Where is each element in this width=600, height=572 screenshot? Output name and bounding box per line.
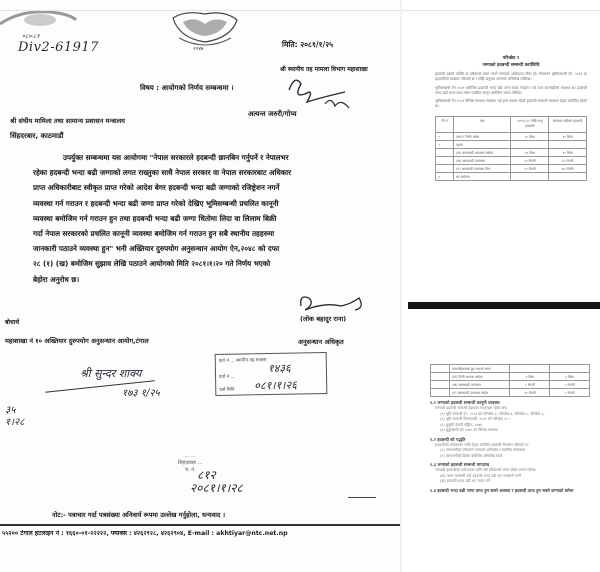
section-item: (२) भूमि सम्बन्धी नियमावली, २०२१ को परिच्छेद १२ ।	[440, 417, 511, 421]
signer-designation: अनुसन्धान अधिकृत	[298, 338, 344, 346]
section-item: (क) जग्गा नामसारी गर्दा हदबन्दी भन्दा बढी भए नामसारी नगर्ने	[440, 473, 521, 478]
table-row: (क) निजी आवास बाहेक १ बिघा १ बिघा	[431, 373, 590, 381]
table-row: २ पहाड	[436, 140, 587, 148]
top-divider	[0, 10, 600, 11]
handler-note: श्री स्थानीय तह मामला विभाग महाशाखा	[280, 66, 368, 73]
paragraph: हदबन्दी भन्नाले व्यक्ति वा परिवारले राख्न पाउने जग्गाको अधिकतम सीमा हो। नेपालको भूमिसम्बन्धी ऐन, २०२१ मा हदबन्दीको व्यवस्था गरिएको छ र सोही अनुसार जग्गाको अभिलेख राखिन्छ।	[435, 72, 587, 82]
pen-mark	[348, 497, 376, 498]
section-title: १.१ जग्गाको हदबन्दी सम्बन्धी कानूनी व्यवस्था	[430, 400, 500, 405]
section-item: (३) मुलुकी देवानी संहिता, २०७४	[440, 422, 483, 427]
emblem-year: २०४७	[193, 46, 204, 52]
stamp-number: १४३६	[267, 361, 291, 376]
land-ceiling-table	[435, 116, 587, 181]
signer-name: (लोक बहादुर राना)	[300, 315, 347, 323]
land-ceiling-table-continued	[430, 364, 590, 397]
letter-note: नोट:- पत्राचार गर्दा पत्रसंख्या अनिवार्य रूपमा उल्लेख गर्नुहोला, धन्यवाद ।	[52, 511, 226, 519]
section-intro: हदबन्दीको प्रयोजनका लागि देहाय बमोजिम हदबन्दी निर्धारण गरिएको छ:	[435, 442, 529, 447]
stamp-label: दर्ता नं ... स्थानीय तह मामला	[218, 358, 267, 364]
stamp-date: ०८१।१।२६	[254, 378, 297, 393]
recipient-location: सिंहदरबार, काठमाडौं	[10, 132, 64, 140]
section-intro: जग्गाको हदबन्दीको प्रयोजनका लागि सबै परिवारको जग्गा जोडेर गणना गरिन्छ:	[435, 468, 537, 472]
receipt-stamp: ... ... सिंहदरबार ... च. नं.	[178, 453, 203, 473]
body-line: रहेका हदबन्दी भन्दा बढी जग्गाको लगत राख्नुका साथै नेपाल सरकार वा नेपाल सरकारबाट अधिकार	[33, 168, 292, 178]
handwritten-fraction: ३५ १।२८	[5, 405, 25, 428]
table-row: (ग) काठमाडौं उपत्यका भित्र ८० रोपनी ७० रोपनी	[436, 164, 587, 172]
body-line: उपर्युक्त सम्बन्धमा यस आयोगमा "नेपाल सरकारले हदबन्दी छानबिन गर्नुपर्ने र नेपालभर	[63, 153, 289, 162]
section-item: (१) भूमि सम्बन्धी ऐन, २०२१ को परिच्छेद-३, परिच्छेद-४, परिच्छेद-५, परिच्छेद-६,	[440, 411, 545, 416]
paragraph: भूमिसम्बन्धी ऐन २०२१ विभिन्न समयमा संशोधन भई हाल कायम रहेको हदबन्दी सम्बन्धी व्यवस्था देहाय बमोजिम रहेको छ।	[435, 99, 587, 109]
stamp-label: दर्ता मिति	[219, 387, 235, 393]
section-title: १.२ हदबन्दी को पद्धति	[430, 436, 466, 442]
handwritten-note: श्री सुन्दर शाक्य	[80, 367, 142, 380]
receipt-number: ८१२	[197, 468, 216, 482]
section-item: (२) जग्गाधनीको हिस्सा बमोजिम अभिलेख राख्ने	[440, 453, 503, 458]
section-item: (१) जग्गाधनीको परिवारले जग्गाको अभिलेख र स्वामित्व सम्बन्धमा	[440, 448, 526, 452]
handwritten-signature-icon	[285, 72, 355, 112]
section-title: १.४ हदबन्दी भन्दा बढी जग्गा प्राप्त हुन सक्ने अवस्था र हदबन्दी प्राप्त हुन सक्ने जग्गाको बारेमा	[430, 487, 574, 493]
letter-footer: ५५२०० टंगाल हटलाइन नं : १६६०-०१-२२२२२, फ्याक्स : ४२६२९२८, ४२६२९०४, E-mail : akhtiyar@ntc.net.np	[2, 530, 288, 537]
letter-body	[33, 150, 393, 287]
urgency-label: अत्यन्त जरुरी/गोप्य	[248, 110, 297, 118]
reference-small: ०८०-८१	[22, 33, 40, 40]
table-row: कम्पनीहरूलाई छुट भएको जग्गा	[431, 365, 590, 373]
body-line: प्राप्त अधिकारीबाट स्वीकृत प्राप्त गरेको आदेश बेगर हदबन्दी भन्दा बढी जग्गाको रजिष्ट्रेशन नगर्ने	[33, 183, 280, 193]
paragraph: भूमिसम्बन्धी ऐन २०२१ बमोजिम हदबन्दी भन्दा बढी जग्गा राख्न नपाइने र सो उपर कारबाहीको व्यवस्था छ। हदबन्दी भन्दा बढी जग्गा प्राप्त गरेमा प्रचलित कानून बमोजिम जफत गरिनेछ।	[435, 85, 587, 95]
stamp-label: दर्ता नं ...	[219, 374, 235, 380]
section-intro: जग्गाको हदबन्दी सम्बन्धी देहायका कानूनहरू रहेका छन्:	[435, 406, 508, 410]
procedure-document-page	[435, 55, 587, 250]
registration-stamp	[215, 352, 328, 396]
body-line: गर्दा नेपाल सरकारको प्रचलित कानूनी व्यवस्था बमोजिम गर्न गराउन हुन सबै स्थानीय तहहरुमा	[33, 229, 275, 239]
signer-signature-icon	[295, 292, 370, 314]
separator-bar	[408, 302, 600, 309]
body-line: व्यवस्था बमोजिम गर्न गराउन हुन तथा हदबन्दी भन्दा बढी जग्गा धितोमा लिदा वा लिलाम बिक्री	[33, 213, 277, 223]
footer-divider	[0, 524, 400, 526]
table-header-row: सि.नं क्षेत्र २०२१/८/१ देखि लागू हदबन्दी संशोधन पछिको हदबन्दी	[436, 116, 587, 132]
nepal-emblem-icon	[165, 8, 243, 53]
letter-date: मिति: २०८१/१/२५	[282, 40, 334, 49]
cc-label: बोधार्थ	[5, 319, 20, 326]
body-line: २८ (१) (ख) बमोजिम सुझाव लेखि पठाउने आयोगको मिति २०८१।१।२० गते निर्णय भएको	[33, 259, 271, 269]
section-item: (४) सुकुम्बासी ऐन २०७० का विभिन्न व्यवस्था	[440, 428, 498, 432]
body-line: बेहोरा अनुरोध छ।	[33, 274, 80, 284]
recipient: श्री संघीय मामिला तथा सामान्य प्रशासन मन्त्रालय	[10, 117, 125, 125]
letter-subject: विषय : आयोगको निर्णय सम्बन्धमा ।	[140, 84, 234, 92]
body-line: व्यवस्था गर्न गराउन र हदबन्दी भन्दा बढी जग्गा प्राप्त गरेको देखिए भूमिसम्बन्धी प्रचलित कानूनी	[33, 198, 279, 208]
handwritten-initial: १७३ १/२५	[122, 388, 160, 399]
table-row: १ तराई र भित्री मधेश २५ बिघा १० बिघा	[436, 132, 587, 140]
section-title: १.३ जग्गाको हदबन्दी सम्बन्धी मापदण्ड	[430, 462, 490, 467]
cc-recipient: महाशाखा नं १० अख्तियार दुरुपयोग अनुसन्धान आयोग,टंगाल	[5, 337, 149, 345]
table-row: (ख) काठमाडौं उपत्यका ५० रोपनी २५ रोपनी	[436, 156, 587, 164]
column-divider	[400, 0, 402, 572]
reference-handwritten: Div2-61917	[18, 40, 99, 55]
chapter-heading: परिच्छेद १	[502, 56, 520, 61]
table-row: (ग) काठमाडौं उपत्यका बाहेक १६ रोपनी ५ रोपनी	[431, 389, 590, 397]
body-line: जानकारी पठाउने व्यवस्था हुन" भनी अख्तियार दुरुपयोग अनुसन्धान आयोग ऐन,२०४८ को दफा	[33, 244, 280, 254]
table-row: ३ घर प्रयोजन	[436, 172, 587, 180]
section-item: (ख) हदबन्दी भन्दा बढी भए जफत गर्ने	[440, 479, 490, 483]
receipt-date: २०८१।१।२८	[190, 481, 243, 495]
table-row: (ख) काठमाडौं उपत्यका ८ रोपनी ५ रोपनी	[431, 381, 590, 389]
table-row: (क) काठमाडौं उपत्यका बाहेक १६ बिघा १० बिघा	[436, 148, 587, 156]
procedure-document-continued	[430, 364, 590, 564]
chapter-title: जग्गाको हदबन्दी सम्बन्धी कार्यविधि	[482, 63, 540, 68]
